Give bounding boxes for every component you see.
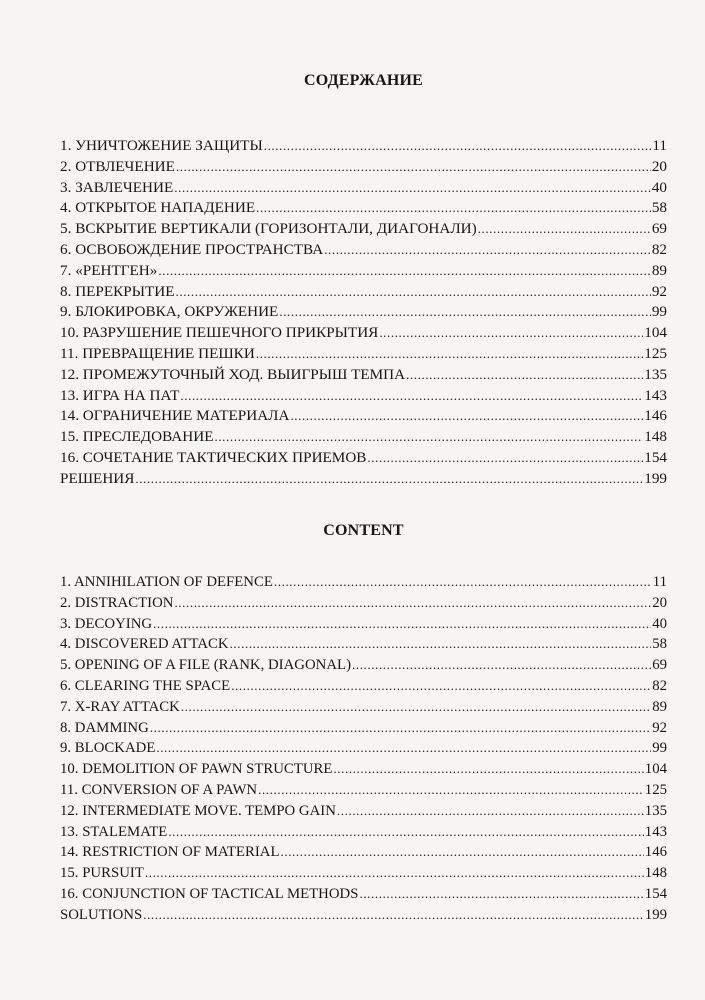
dot-leader bbox=[478, 219, 651, 240]
toc-entry-title: 14. ОГРАНИЧЕНИЕ МАТЕРИАЛА bbox=[60, 407, 290, 425]
toc-entry[interactable] bbox=[60, 863, 667, 884]
toc-entry[interactable] bbox=[60, 572, 667, 593]
toc-entry-page-number: 11 bbox=[652, 574, 667, 590]
toc-entry-title: 12. INTERMEDIATE MOVE. TEMPO GAIN bbox=[60, 802, 336, 819]
dot-leader bbox=[333, 759, 643, 780]
dot-leader bbox=[279, 302, 650, 323]
english-contents-section bbox=[60, 522, 667, 926]
dot-leader bbox=[352, 655, 651, 676]
dot-leader bbox=[153, 614, 651, 635]
toc-entry-page-number: 143 bbox=[644, 386, 667, 404]
toc-entry-title: 6. ОСВОБОЖДЕНИЕ ПРОСТРАНСТВА bbox=[60, 240, 324, 258]
toc-entry[interactable] bbox=[60, 634, 667, 655]
toc-entry-title: 11. ПРЕВРАЩЕНИЕ ПЕШКИ bbox=[60, 344, 255, 362]
toc-entry-title: 7. «РЕНТГЕН» bbox=[60, 261, 158, 279]
russian-contents-section bbox=[60, 72, 667, 490]
toc-entry-title: 14. RESTRICTION OF MATERIAL bbox=[60, 844, 280, 861]
toc-entry-page-number: 20 bbox=[652, 594, 667, 611]
toc-entry-page-number: 125 bbox=[644, 344, 667, 362]
toc-entry[interactable] bbox=[60, 302, 667, 323]
toc-entry-page-number: 199 bbox=[644, 906, 667, 923]
toc-entry[interactable] bbox=[60, 344, 667, 365]
toc-entry-page-number: 69 bbox=[652, 657, 667, 674]
toc-entry[interactable] bbox=[60, 801, 667, 822]
toc-entry-page-number: 135 bbox=[644, 802, 667, 819]
toc-entry-title: 8. ПЕРЕКРЫТИЕ bbox=[60, 282, 175, 300]
dot-leader bbox=[214, 427, 643, 448]
toc-entry-title: 5. OPENING OF A FILE (RANK, DIAGONAL) bbox=[60, 657, 351, 674]
dot-leader bbox=[379, 323, 643, 344]
dot-leader bbox=[337, 801, 644, 822]
dot-leader bbox=[230, 634, 652, 655]
toc-entry-title: 9. BLOCKADE bbox=[60, 740, 156, 757]
toc-entry-page-number: 99 bbox=[652, 740, 667, 757]
toc-entry-title: 16. СОЧЕТАНИЕ ТАКТИЧЕСКИХ ПРИЕМОВ bbox=[60, 448, 367, 466]
toc-entry[interactable] bbox=[60, 697, 667, 718]
toc-entry-page-number: 82 bbox=[651, 240, 667, 258]
toc-entry[interactable] bbox=[60, 365, 667, 386]
dot-leader bbox=[231, 676, 651, 697]
dot-leader bbox=[174, 178, 651, 199]
toc-entry[interactable] bbox=[60, 842, 667, 863]
toc-entry-title: 10. РАЗРУШЕНИЕ ПЕШЕЧНОГО ПРИКРЫТИЯ bbox=[60, 324, 379, 342]
toc-entry[interactable] bbox=[60, 240, 667, 261]
toc-entry-page-number: 92 bbox=[652, 719, 667, 736]
toc-entry[interactable] bbox=[60, 178, 667, 199]
toc-entry[interactable] bbox=[60, 593, 667, 614]
toc-entry[interactable] bbox=[60, 427, 667, 448]
russian-contents-title: СОДЕРЖАНИЕ bbox=[303, 72, 424, 89]
dot-leader bbox=[406, 365, 643, 386]
dot-leader bbox=[256, 344, 643, 365]
toc-entry-title: 11. CONVERSION OF A PAWN bbox=[60, 781, 258, 798]
dot-leader bbox=[264, 136, 652, 157]
toc-entry-page-number: 104 bbox=[644, 761, 667, 778]
toc-entry[interactable] bbox=[60, 282, 667, 303]
english-contents-title: CONTENT bbox=[323, 522, 404, 539]
toc-entry-title: 16. CONJUNCTION OF TACTICAL METHODS bbox=[60, 885, 359, 902]
dot-leader bbox=[143, 905, 644, 926]
toc-entry-page-number: 148 bbox=[644, 865, 667, 882]
toc-entry-page-number: 154 bbox=[644, 448, 667, 466]
toc-entry-title: 5. ВСКРЫТИЕ ВЕРТИКАЛИ (ГОРИЗОНТАЛИ, ДИАГОНАЛИ) bbox=[60, 220, 477, 238]
toc-entry[interactable] bbox=[60, 323, 667, 344]
toc-entry[interactable] bbox=[60, 198, 667, 219]
toc-entry-page-number: 58 bbox=[652, 636, 667, 653]
toc-entry-title: 1. ANNIHILATION OF DEFENCE bbox=[60, 574, 273, 590]
toc-entry[interactable] bbox=[60, 614, 667, 635]
toc-entry[interactable] bbox=[60, 448, 667, 469]
dot-leader bbox=[176, 157, 651, 178]
dot-leader bbox=[150, 718, 651, 739]
toc-entry[interactable] bbox=[60, 905, 667, 926]
dot-leader bbox=[180, 386, 643, 407]
toc-entry-page-number: 40 bbox=[652, 615, 667, 632]
dot-leader bbox=[135, 469, 643, 490]
toc-entry-page-number: 104 bbox=[644, 324, 667, 342]
dot-leader bbox=[145, 863, 644, 884]
toc-entry-page-number: 148 bbox=[644, 428, 667, 446]
toc-entry-page-number: 92 bbox=[651, 282, 667, 300]
toc-entry-page-number: 154 bbox=[644, 885, 667, 902]
toc-entry-title: SOLUTIONS bbox=[60, 906, 143, 923]
toc-entry[interactable] bbox=[60, 136, 667, 157]
toc-entry[interactable] bbox=[60, 157, 667, 178]
dot-leader bbox=[281, 842, 644, 863]
toc-entry[interactable] bbox=[60, 406, 667, 427]
toc-entry[interactable] bbox=[60, 386, 667, 407]
toc-entry[interactable] bbox=[60, 469, 667, 490]
toc-entry-title: 12. ПРОМЕЖУТОЧНЫЙ ХОД. ВЫИГРЫШ ТЕМПА bbox=[60, 365, 406, 383]
toc-entry-title: 4. ОТКРЫТОЕ НАПАДЕНИЕ bbox=[60, 199, 256, 217]
toc-entry-title: 3. ЗАВЛЕЧЕНИЕ bbox=[60, 178, 174, 196]
toc-entry-page-number: 20 bbox=[651, 157, 667, 175]
dot-leader bbox=[258, 780, 644, 801]
toc-entry[interactable] bbox=[60, 261, 667, 282]
toc-entry[interactable] bbox=[60, 759, 667, 780]
toc-entry-page-number: 89 bbox=[651, 261, 667, 279]
toc-entry[interactable] bbox=[60, 780, 667, 801]
dot-leader bbox=[367, 448, 643, 469]
toc-entry[interactable] bbox=[60, 884, 667, 905]
dot-leader bbox=[324, 240, 651, 261]
toc-entry[interactable] bbox=[60, 676, 667, 697]
toc-entry-title: РЕШЕНИЯ bbox=[60, 469, 135, 487]
toc-entry-title: 1. УНИЧТОЖЕНИЕ ЗАЩИТЫ bbox=[60, 137, 263, 154]
dot-leader bbox=[176, 282, 651, 303]
toc-entry-title: 15. ПРЕСЛЕДОВАНИЕ bbox=[60, 428, 214, 446]
toc-entry-page-number: 99 bbox=[651, 303, 667, 321]
toc-entry-title: 6. CLEARING THE SPACE bbox=[60, 677, 231, 694]
dot-leader bbox=[181, 697, 651, 718]
toc-entry-page-number: 82 bbox=[652, 677, 667, 694]
toc-entry-title: 2. ОТВЛЕЧЕНИЕ bbox=[60, 157, 175, 175]
toc-entry-title: 8. DAMMING bbox=[60, 719, 149, 736]
toc-entry-page-number: 135 bbox=[644, 365, 667, 383]
toc-entry[interactable] bbox=[60, 738, 667, 759]
toc-entry-title: 3. DECOYING bbox=[60, 615, 153, 632]
toc-entry-title: 15. PURSUIT bbox=[60, 865, 144, 882]
toc-entry-page-number: 146 bbox=[644, 407, 667, 425]
toc-entry-title: 13. STALEMATE bbox=[60, 823, 168, 840]
dot-leader bbox=[290, 406, 643, 427]
toc-entry-title: 4. DISCOVERED ATTACK bbox=[60, 636, 229, 653]
dot-leader bbox=[174, 593, 651, 614]
toc-entry-title: 9. БЛОКИРОВКА, ОКРУЖЕНИЕ bbox=[60, 303, 279, 321]
toc-entry[interactable] bbox=[60, 219, 667, 240]
dot-leader bbox=[274, 572, 652, 593]
toc-entry-page-number: 58 bbox=[651, 199, 667, 217]
toc-entry-page-number: 199 bbox=[644, 469, 667, 487]
toc-entry[interactable] bbox=[60, 655, 667, 676]
toc-entry[interactable] bbox=[60, 822, 667, 843]
toc-entry-page-number: 89 bbox=[652, 698, 667, 715]
toc-entry-title: 13. ИГРА НА ПАТ bbox=[60, 386, 180, 404]
toc-entry-page-number: 125 bbox=[644, 781, 667, 798]
toc-entry-page-number: 40 bbox=[651, 178, 667, 196]
dot-leader bbox=[168, 822, 643, 843]
toc-entry-page-number: 69 bbox=[651, 220, 667, 238]
toc-entry[interactable] bbox=[60, 718, 667, 739]
toc-entry-page-number: 146 bbox=[644, 844, 667, 861]
english-contents-list bbox=[60, 572, 667, 926]
dot-leader bbox=[156, 738, 651, 759]
toc-entry-title: 10. DEMOLITION OF PAWN STRUCTURE bbox=[60, 761, 333, 778]
toc-entry-title: 7. X-RAY ATTACK bbox=[60, 698, 180, 715]
toc-entry-page-number: 143 bbox=[644, 823, 667, 840]
toc-entry-title: 2. DISTRACTION bbox=[60, 594, 174, 611]
dot-leader bbox=[158, 261, 650, 282]
toc-entry-page-number: 11 bbox=[652, 137, 667, 154]
dot-leader bbox=[359, 884, 643, 905]
dot-leader bbox=[256, 198, 651, 219]
russian-contents-list bbox=[60, 136, 667, 490]
